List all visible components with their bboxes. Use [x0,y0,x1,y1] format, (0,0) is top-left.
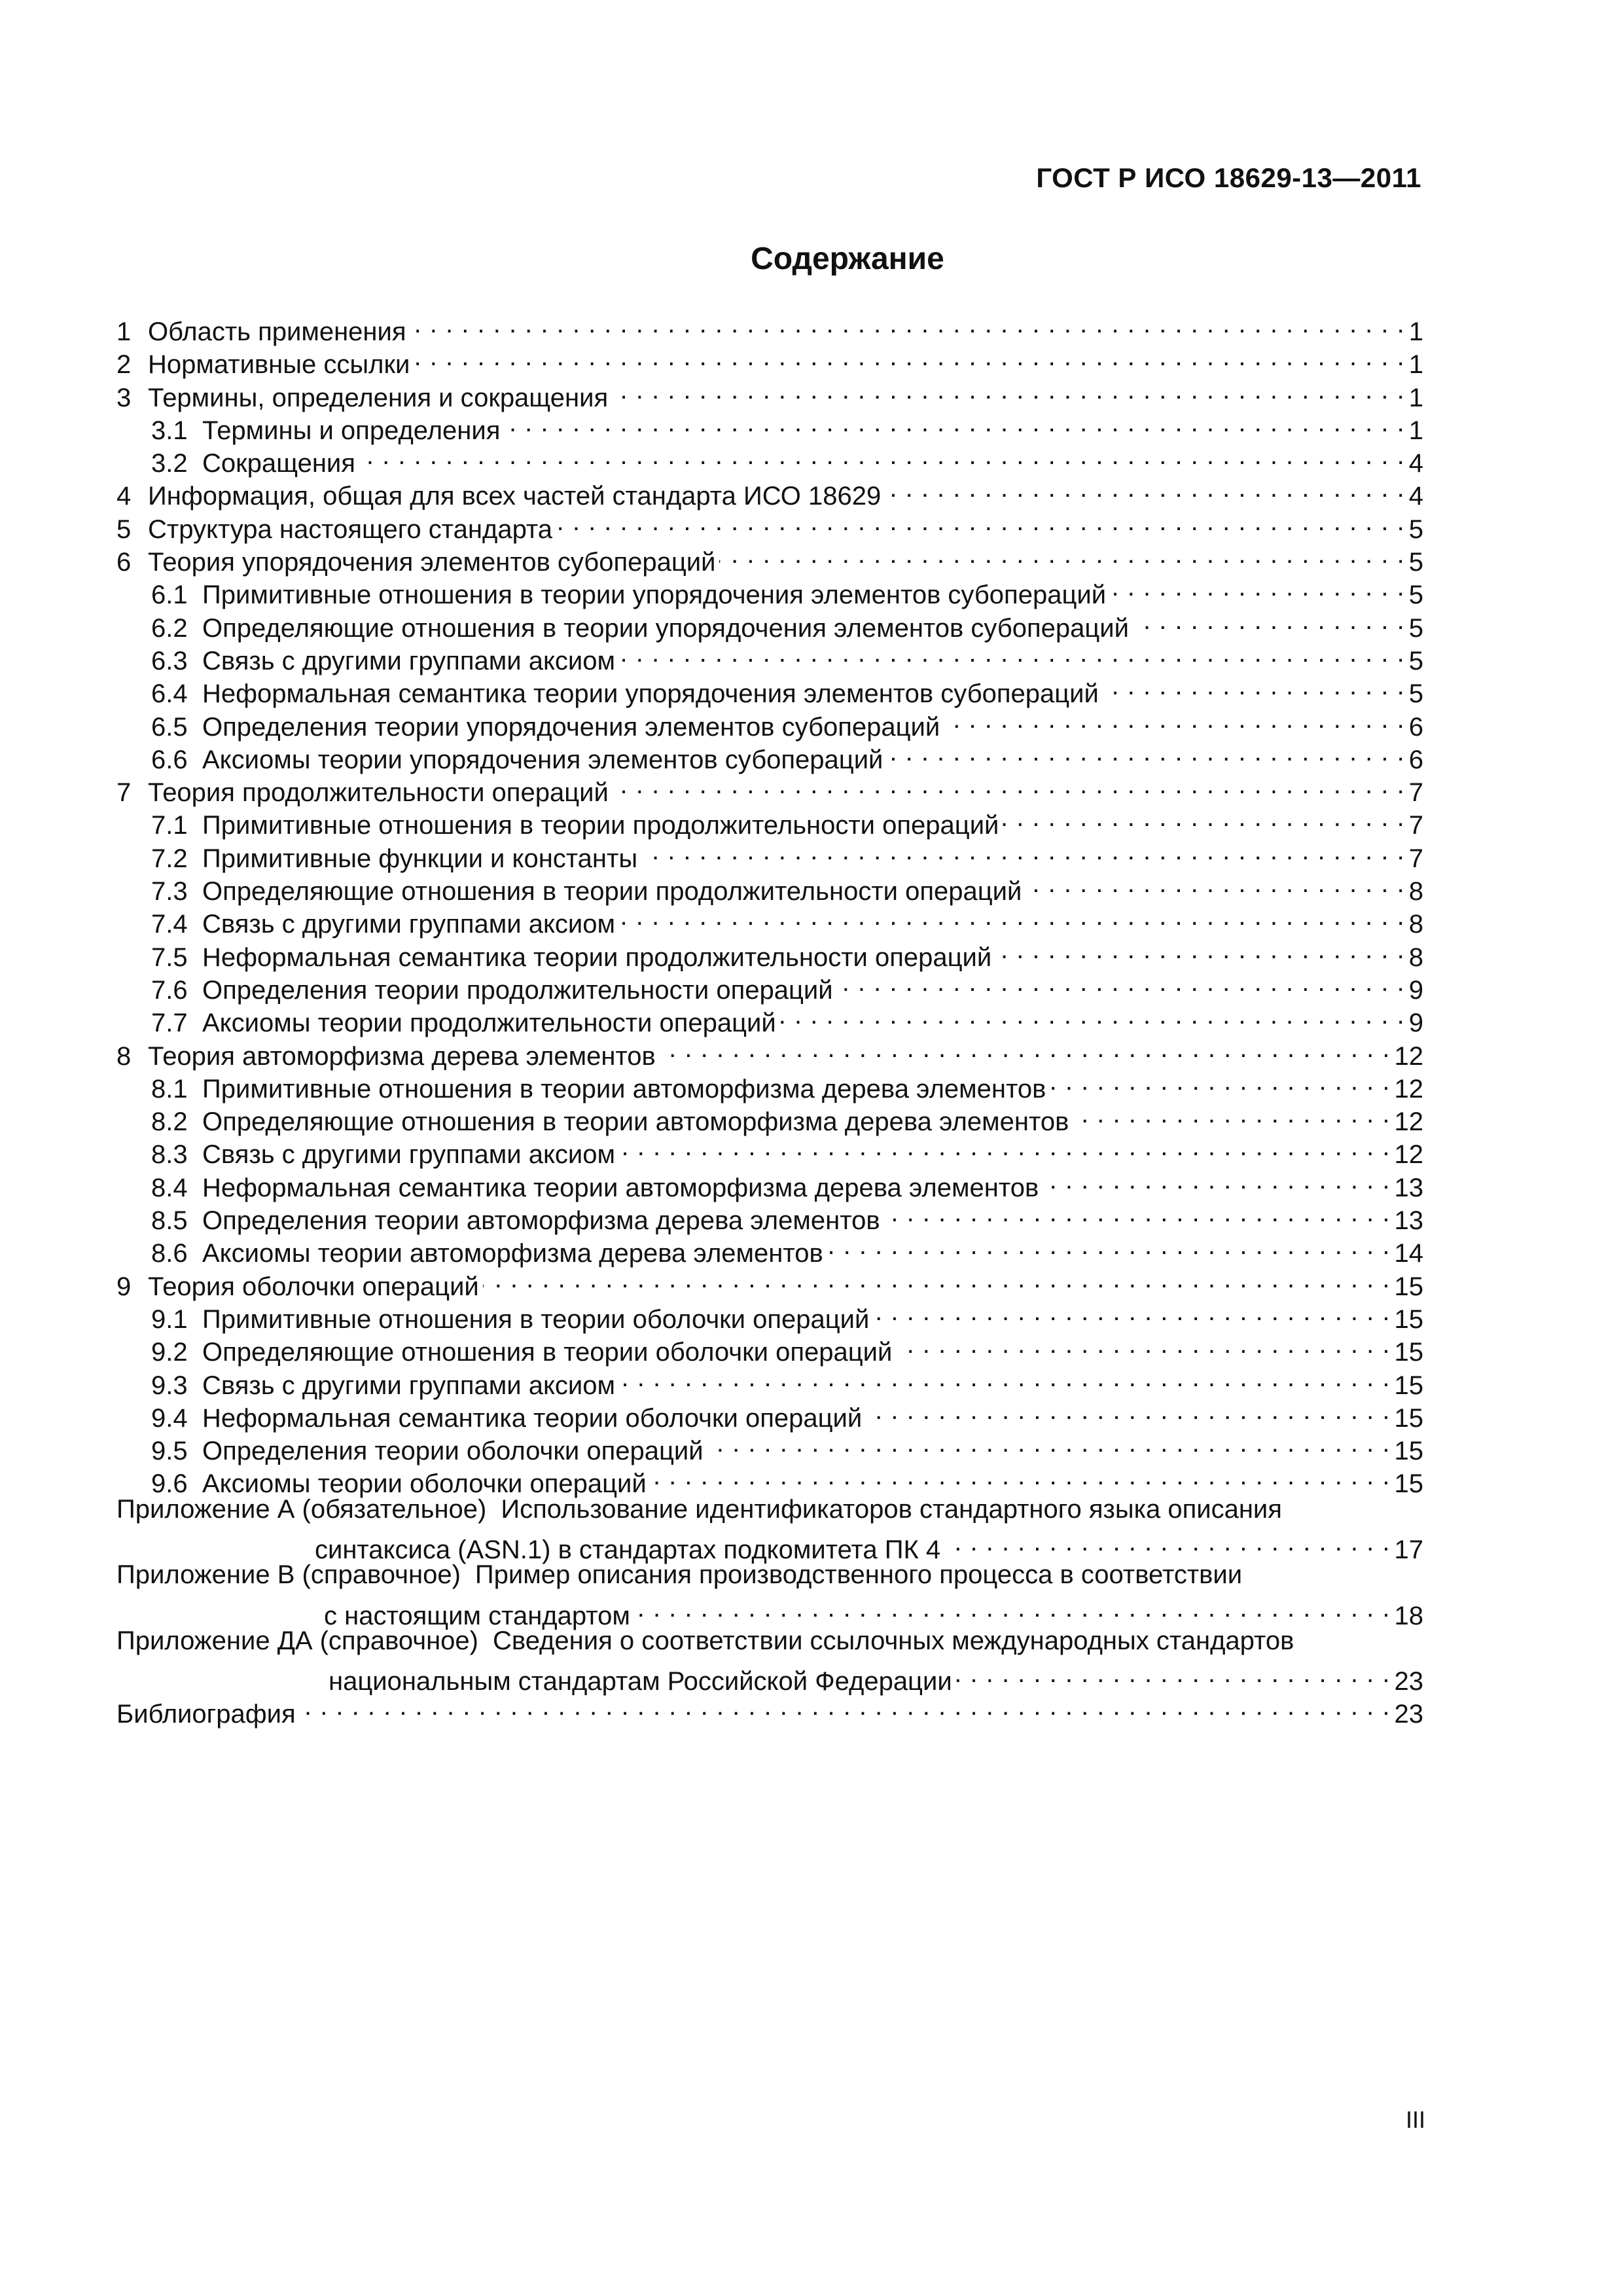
toc-leader-dots [504,406,1404,439]
toc-entry-title: Аксиомы теории автоморфизма дерева элементов [202,1239,823,1268]
toc-entry-page: 18 [1394,1601,1423,1630]
toc-entry-page: 13 [1394,1206,1423,1236]
toc-entry-number: 8 [116,1041,132,1071]
toc-entry-title: Теория оболочки операций [148,1272,479,1301]
toc-entry-page: 5 [1408,613,1423,643]
toc-entry-number: 9.4 [151,1403,188,1433]
toc-entry-page: 5 [1408,581,1423,610]
toc-entry-number: 1 [116,317,132,346]
toc-entry-page: 23 [1394,1700,1423,1729]
toc-entry-title: Теория продолжительности операций [148,778,609,808]
toc-entry-title: Термины и определения [202,416,501,445]
toc-entry-title: Определения теории автоморфизма дерева элементов [202,1206,880,1236]
toc-leader-dots [885,472,1405,505]
appendix-title-line1: Сведения о соответствии ссылочных международных стандартов [493,1626,1294,1655]
toc-entry-title: Определяющие отношения в теории оболочки операций [202,1338,893,1367]
toc-entry-number: 6.2 [151,613,188,643]
toc-entry-page: 8 [1408,877,1423,906]
toc-entry-title: Аксиомы теории оболочки операций [202,1469,647,1499]
toc-entry-page: 14 [1394,1239,1423,1268]
toc-entry-title: Информация, общая для всех частей стандарта ИСО 18629 [148,482,882,511]
toc-leader-dots [619,900,1405,933]
toc-entry-title: Аксиомы теории упорядочения элементов субопераций [202,745,883,774]
toc-entry-page: 7 [1408,811,1423,840]
toc-entry-number: 6.1 [151,581,188,610]
toc-entry-page: 12 [1394,1074,1423,1103]
toc-leader-dots [866,1394,1390,1427]
toc-entry-page: 15 [1394,1304,1423,1334]
toc-entry-number: 4 [116,482,132,511]
toc-entry-1[interactable] [116,308,1423,346]
toc-leader-dots [1003,801,1404,834]
toc-leader-dots [944,703,1405,736]
toc-entry-number: 7.6 [151,975,188,1005]
toc-leader-dots [780,999,1405,1031]
toc-leader-dots [1050,1065,1390,1098]
toc-entry-title: Область применения [148,317,406,346]
toc-leader-dots [300,1690,1391,1723]
toc-entry-title: Определяющие отношения в теории упорядочения элементов субопераций [202,613,1129,643]
page-title: Содержание [751,242,944,276]
toc-leader-dots [887,736,1404,768]
toc-entry-number: 9 [116,1272,132,1301]
toc-entry-page: 5 [1408,548,1423,577]
toc-entry-page: 5 [1408,679,1423,709]
toc-entry-page: 15 [1394,1403,1423,1433]
toc-entry-number: 9.5 [151,1437,188,1466]
appendix-title-line1: Использование идентификаторов стандартного языка описания [501,1494,1282,1524]
toc-entry-title: Термины, определения и сокращения [148,383,609,412]
toc-entry-title: Неформальная семантика теории оболочки операций [202,1403,863,1433]
toc-entry-page: 1 [1408,383,1423,412]
toc-entry-page: 1 [1408,317,1423,346]
toc-entry-page: 4 [1408,482,1423,511]
toc-entry-number: 8.3 [151,1140,188,1170]
toc-entry-number: 7.7 [151,1009,188,1038]
toc-entry-title: Примитивные отношения в теории упорядочения элементов субопераций [202,581,1107,610]
toc-entry-number: 5 [116,514,132,544]
toc-entry-title: Определяющие отношения в теории продолжительности операций [202,877,1022,906]
toc-entry-number: 8.2 [151,1107,188,1137]
appendix-label: Приложение ДА (справочное) [116,1626,478,1655]
toc-entry-title: Теория автоморфизма дерева элементов [148,1041,656,1071]
toc-entry-page: 17 [1394,1535,1423,1564]
toc-leader-dots [1110,571,1405,603]
toc-leader-dots [619,1361,1391,1394]
toc-entry-page: 12 [1394,1140,1423,1170]
toc-entry-number: 6 [116,548,132,577]
toc-entry-page: 5 [1408,514,1423,544]
toc-entry-number: 3 [116,383,132,412]
toc-leader-dots [827,1229,1391,1262]
toc-leader-dots [634,1592,1391,1624]
toc-leader-dots [612,374,1405,406]
toc-entry-page: 1 [1408,416,1423,445]
toc-leader-dots [556,505,1405,538]
toc-entry-title: Примитивные отношения в теории продолжительности операций [202,811,999,840]
toc-entry-number: 9.3 [151,1371,188,1400]
toc-leader-dots [1073,1098,1390,1130]
toc-leader-dots [719,538,1404,571]
toc-entry-page: 12 [1394,1041,1423,1071]
toc-leader-dots [884,1196,1391,1229]
toc-entry-number: 9.1 [151,1304,188,1334]
toc-leader-dots [641,834,1405,867]
toc-entry-page: 15 [1394,1437,1423,1466]
toc-entry-title: Аксиомы теории продолжительности операций [202,1009,776,1038]
toc-leader-dots [613,768,1405,801]
toc-entry-page: 15 [1394,1469,1423,1499]
toc-entry-number: 2 [116,350,132,380]
toc-entry-page: 13 [1394,1173,1423,1202]
toc-entry-title: Неформальная семантика теории упорядочения элементов субопераций [202,679,1099,709]
table-of-contents [116,308,1423,1729]
toc-entry-number: 6.6 [151,745,188,774]
toc-entry-number: 6.4 [151,679,188,709]
toc-entry-page: 4 [1408,449,1423,478]
toc-entry-title: Связь с другими группами аксиом [202,1140,615,1170]
toc-leader-dots [1133,604,1405,637]
toc-entry-title: Определения теории упорядочения элементов субопераций [202,712,940,742]
toc-entry-number: 7.2 [151,844,188,873]
toc-leader-dots [873,1295,1390,1328]
toc-entry-page: 15 [1394,1338,1423,1367]
toc-leader-dots [660,1032,1391,1065]
toc-entry-page: 12 [1394,1107,1423,1137]
toc-leader-dots [619,1130,1391,1163]
document-code: ГОСТ Р ИСО 18629-13—2011 [1036,162,1421,193]
toc-entry-number: 8.6 [151,1239,188,1268]
toc-entry-title: Примитивные отношения в теории оболочки операций [202,1304,870,1334]
toc-entry-number: 6.5 [151,712,188,742]
appendix-title-line1: Пример описания производственного процесса в соответствии [474,1560,1243,1590]
toc-entry-number: 9.2 [151,1338,188,1367]
toc-entry-number: 7.1 [151,811,188,840]
toc-entry-title: Связь с другими группами аксиом [202,910,615,939]
toc-entry-number: 8.4 [151,1173,188,1202]
toc-entry-number: 7 [116,778,132,808]
toc-entry-number: 8.1 [151,1074,188,1103]
toc-entry-number: 7.3 [151,877,188,906]
toc-entry-title: Нормативные ссылки [148,350,410,380]
toc-appendix-entry[interactable] [116,1558,1423,1630]
toc-leader-dots [1103,670,1405,702]
appendix-title-line2: синтаксиса (ASN.1) в стандартах подкомитета ПК 4 [315,1535,941,1564]
appendix-label: Приложение В (справочное) [116,1560,461,1590]
toc-leader-dots [414,340,1404,373]
toc-entry-title: Связь с другими группами аксиом [202,1371,615,1400]
toc-entry-number: 9.6 [151,1469,188,1499]
toc-entry-page: 23 [1394,1667,1423,1696]
toc-entry-page: 6 [1408,745,1423,774]
toc-leader-dots [956,1657,1391,1690]
toc-entry-title: Библиография [116,1700,296,1729]
toc-leader-dots [944,1526,1390,1558]
toc-entry-number: 6.3 [151,646,188,675]
toc-entry-title: Примитивные функции и константы [202,844,638,873]
toc-entry-number: 8.5 [151,1206,188,1236]
toc-leader-dots [707,1427,1391,1460]
toc-entry-page: 7 [1408,844,1423,873]
toc-entry-title: Сокращения [202,449,355,478]
toc-appendix-entry[interactable] [116,1493,1423,1564]
appendix-title-line2: национальным стандартам Российской Федерации [329,1667,952,1696]
toc-entry-title: Неформальная семантика теории продолжительности операций [202,942,992,972]
toc-entry-title: Определения теории продолжительности операций [202,975,833,1005]
toc-entry-number: 3.1 [151,416,188,445]
toc-entry-bibliography[interactable] [116,1690,1423,1729]
toc-entry-page: 7 [1408,778,1423,808]
toc-entry-page: 15 [1394,1272,1423,1301]
toc-appendix-entry[interactable] [116,1624,1423,1696]
toc-entry-title: Структура настоящего стандарта [148,514,553,544]
toc-leader-dots [619,637,1405,670]
toc-entry-title: Неформальная семантика теории автоморфизма дерева элементов [202,1173,1039,1202]
toc-leader-dots [896,1328,1390,1361]
toc-entry-page: 1 [1408,350,1423,380]
toc-leader-dots [1026,867,1404,900]
toc-entry-number: 7.5 [151,942,188,972]
toc-entry-number: 7.4 [151,910,188,939]
toc-entry-title: Теория упорядочения элементов субопераций [148,548,716,577]
toc-entry-number: 3.2 [151,449,188,478]
toc-entry-page: 9 [1408,1009,1423,1038]
toc-leader-dots [410,308,1405,340]
toc-entry-title: Примитивные отношения в теории автоморфизма дерева элементов [202,1074,1046,1103]
toc-leader-dots [483,1263,1391,1295]
page-number: III [1405,2106,1425,2133]
toc-entry-page: 6 [1408,712,1423,742]
toc-entry-page: 5 [1408,646,1423,675]
appendix-label: Приложение А (обязательное) [116,1494,487,1524]
toc-leader-dots [1043,1164,1390,1196]
toc-leader-dots [651,1460,1391,1492]
toc-entry-title: Определения теории оболочки операций [202,1437,704,1466]
toc-entry-page: 8 [1408,910,1423,939]
toc-entry-page: 15 [1394,1371,1423,1400]
toc-entry-title: Определяющие отношения в теории автоморфизма дерева элементов [202,1107,1069,1137]
toc-leader-dots [837,966,1405,999]
toc-entry-title: Связь с другими группами аксиом [202,646,615,675]
toc-entry-page: 9 [1408,975,1423,1005]
appendix-title-line2: с настоящим стандартом [324,1601,630,1630]
toc-leader-dots [995,933,1405,966]
toc-entry-page: 8 [1408,942,1423,972]
toc-leader-dots [359,439,1405,472]
